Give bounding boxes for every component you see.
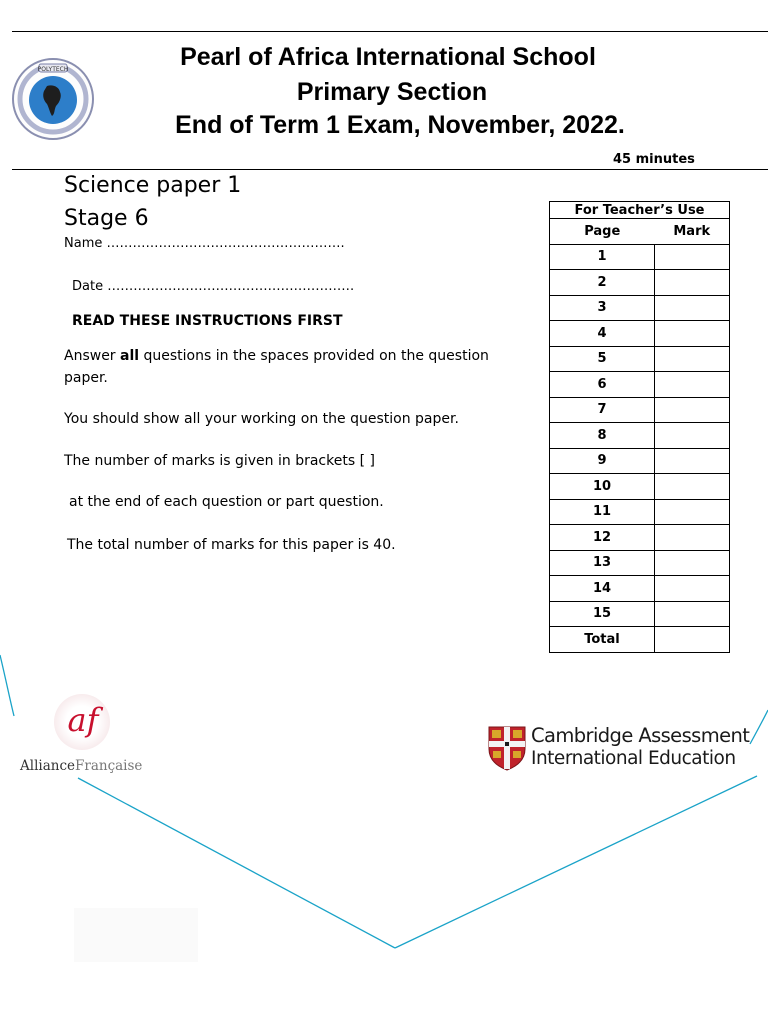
subject-title: Science paper 1 [64, 173, 242, 198]
teacher-table-mark-cell[interactable] [655, 576, 730, 602]
teacher-table-mark-cell[interactable] [655, 244, 730, 270]
chevron-right-line [395, 776, 757, 948]
teacher-table-page: 11 [550, 499, 655, 525]
instructions-heading: READ THESE INSTRUCTIONS FIRST [72, 313, 343, 329]
section-name: Primary Section [296, 78, 488, 106]
right-arc-line [750, 710, 768, 744]
teacher-table-page: 2 [550, 270, 655, 296]
teacher-table-page: 7 [550, 397, 655, 423]
teacher-table-mark-cell[interactable] [655, 499, 730, 525]
stage-title: Stage 6 [64, 206, 149, 231]
date-field[interactable]: Date ………………………………………………… [72, 279, 355, 294]
instruction-1 [64, 345, 524, 389]
teacher-table-page: 9 [550, 448, 655, 474]
faint-box [74, 908, 198, 962]
teacher-table-col-page: Page [550, 219, 655, 245]
teacher-table-mark-cell[interactable] [655, 474, 730, 500]
teacher-table-page: 10 [550, 474, 655, 500]
instruction-4: at the end of each question or part question. [69, 494, 384, 510]
top-rule [12, 31, 768, 32]
teacher-table-mark-cell[interactable] [655, 525, 730, 551]
alliance-francaise-logo [20, 694, 150, 778]
teacher-table-col-mark: Mark [655, 219, 730, 245]
school-name: Pearl of Africa International School [180, 43, 596, 71]
teacher-use-table [549, 201, 730, 653]
exam-title: End of Term 1 Exam, November, 2022. [175, 111, 625, 139]
teacher-table-page: 15 [550, 601, 655, 627]
alliance-name [20, 758, 142, 774]
alliance-name-1: Alliance [20, 758, 75, 774]
teacher-table-mark-cell[interactable] [655, 372, 730, 398]
teacher-table-page: 3 [550, 295, 655, 321]
name-field[interactable]: Name ………………………………………………. [64, 236, 345, 251]
teacher-table-page: 5 [550, 346, 655, 372]
alliance-name-2: Française [75, 758, 143, 774]
instruction-3: The number of marks is given in brackets [ ] [64, 453, 375, 469]
teacher-table-mark-cell[interactable] [655, 397, 730, 423]
cambridge-line2: International Education [531, 748, 736, 769]
teacher-table-page: 8 [550, 423, 655, 449]
cambridge-line1: Cambridge Assessment [531, 724, 750, 747]
cambridge-shield-icon [487, 725, 527, 771]
teacher-table-title: For Teacher’s Use [550, 202, 730, 219]
instruction-5: The total number of marks for this paper is 40. [67, 537, 396, 553]
header-rule [12, 169, 768, 170]
instruction-1-bold: all [120, 348, 140, 364]
instruction-2: You should show all your working on the question paper. [64, 411, 459, 427]
teacher-table-mark-cell[interactable] [655, 295, 730, 321]
teacher-table-mark-cell[interactable] [655, 550, 730, 576]
teacher-table-mark-cell[interactable] [655, 270, 730, 296]
instruction-1-pre: Answer [64, 348, 121, 364]
teacher-table-total-mark-cell[interactable] [655, 627, 730, 653]
teacher-table-page: 6 [550, 372, 655, 398]
teacher-table-total: Total [550, 627, 655, 653]
alliance-mark: af [67, 701, 99, 739]
teacher-table-mark-cell[interactable] [655, 321, 730, 347]
teacher-table-page: 13 [550, 550, 655, 576]
duration: 45 minutes [613, 152, 695, 167]
instruction-1-post: questions in the spaces provided on the question paper. [64, 348, 489, 386]
teacher-table-mark-cell[interactable] [655, 448, 730, 474]
teacher-table-page: 14 [550, 576, 655, 602]
teacher-table-mark-cell[interactable] [655, 346, 730, 372]
teacher-table-page: 1 [550, 244, 655, 270]
school-crest-text: POLYTECH [37, 66, 69, 73]
chevron-left-line [78, 778, 395, 948]
teacher-table-page: 12 [550, 525, 655, 551]
teacher-table-page: 4 [550, 321, 655, 347]
teacher-table-mark-cell[interactable] [655, 601, 730, 627]
teacher-table-mark-cell[interactable] [655, 423, 730, 449]
left-arc-line [0, 655, 14, 716]
